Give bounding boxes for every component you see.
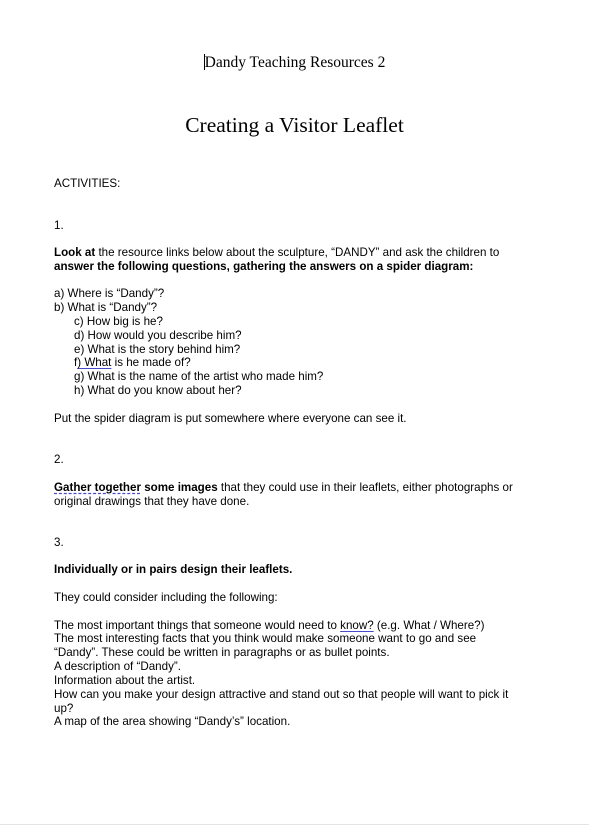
item-5-line-1: How can you make your design attractive and stand out so that people will want to pick it xyxy=(54,688,509,701)
activity-1-intro-line-1 xyxy=(54,246,499,260)
question-f-rest: is he made of? xyxy=(111,356,191,369)
activity-2-number: 2. xyxy=(54,453,64,466)
question-b: b) What is “Dandy”? xyxy=(54,301,158,314)
activity-2-line-1 xyxy=(54,481,513,495)
activity-1-number: 1. xyxy=(54,219,64,232)
activity-3-heading: Individually or in pairs design their leaflets. xyxy=(54,563,293,576)
question-c: c) How big is he? xyxy=(74,315,163,328)
page-header xyxy=(0,54,589,72)
some-images-bold: some images xyxy=(140,481,218,494)
item-5-line-2: up? xyxy=(54,702,74,715)
item-3: A description of “Dandy”. xyxy=(54,660,181,673)
activity-1-closing: Put the spider diagram is put somewhere where everyone can see it. xyxy=(54,412,407,425)
item-1 xyxy=(54,619,485,633)
header-text: Dandy Teaching Resources 2 xyxy=(204,54,386,71)
activity-2-line-1-rest: that they could use in their leaflets, either photographs or xyxy=(217,481,513,494)
item-4: Information about the artist. xyxy=(54,674,196,687)
item-1-pre: The most important things that someone would need to xyxy=(54,619,341,632)
activity-1-intro-line-2: answer the following questions, gathering the answers on a spider diagram: xyxy=(54,260,474,273)
activity-3-consider: They could consider including the following: xyxy=(54,591,278,604)
activity-2-line-2: original drawings that they have done. xyxy=(54,495,250,508)
item-2-line-1: The most interesting facts that you think would make someone want to go and see xyxy=(54,632,477,645)
item-2-line-2: “Dandy”. These could be written in paragraphs or as bullet points. xyxy=(54,646,390,659)
question-f xyxy=(74,356,191,370)
item-1-flagged: know? xyxy=(340,619,374,632)
activities-label: ACTIVITIES: xyxy=(54,177,121,190)
activity-3-number: 3. xyxy=(54,536,64,549)
intro-line-1-rest: the resource links below about the sculpture, “DANDY” and ask the children to xyxy=(95,246,500,259)
question-f-flagged: ) What xyxy=(77,356,112,369)
page-bottom-edge xyxy=(0,824,589,825)
question-d: d) How would you describe him? xyxy=(74,329,242,342)
item-6: A map of the area showing “Dandy’s” location. xyxy=(54,715,291,728)
question-g: g) What is the name of the artist who made him? xyxy=(74,370,324,383)
question-f-prefix: f xyxy=(74,356,78,369)
item-1-post: (e.g. What / Where?) xyxy=(373,619,485,632)
gather-together-bold: Gather together xyxy=(54,481,141,494)
look-at-bold: Look at xyxy=(54,246,96,259)
question-a: a) Where is “Dandy”? xyxy=(54,287,165,300)
question-h: h) What do you know about her? xyxy=(74,384,242,397)
question-e: e) What is the story behind him? xyxy=(74,343,241,356)
document-title: Creating a Visitor Leaflet xyxy=(185,113,404,137)
